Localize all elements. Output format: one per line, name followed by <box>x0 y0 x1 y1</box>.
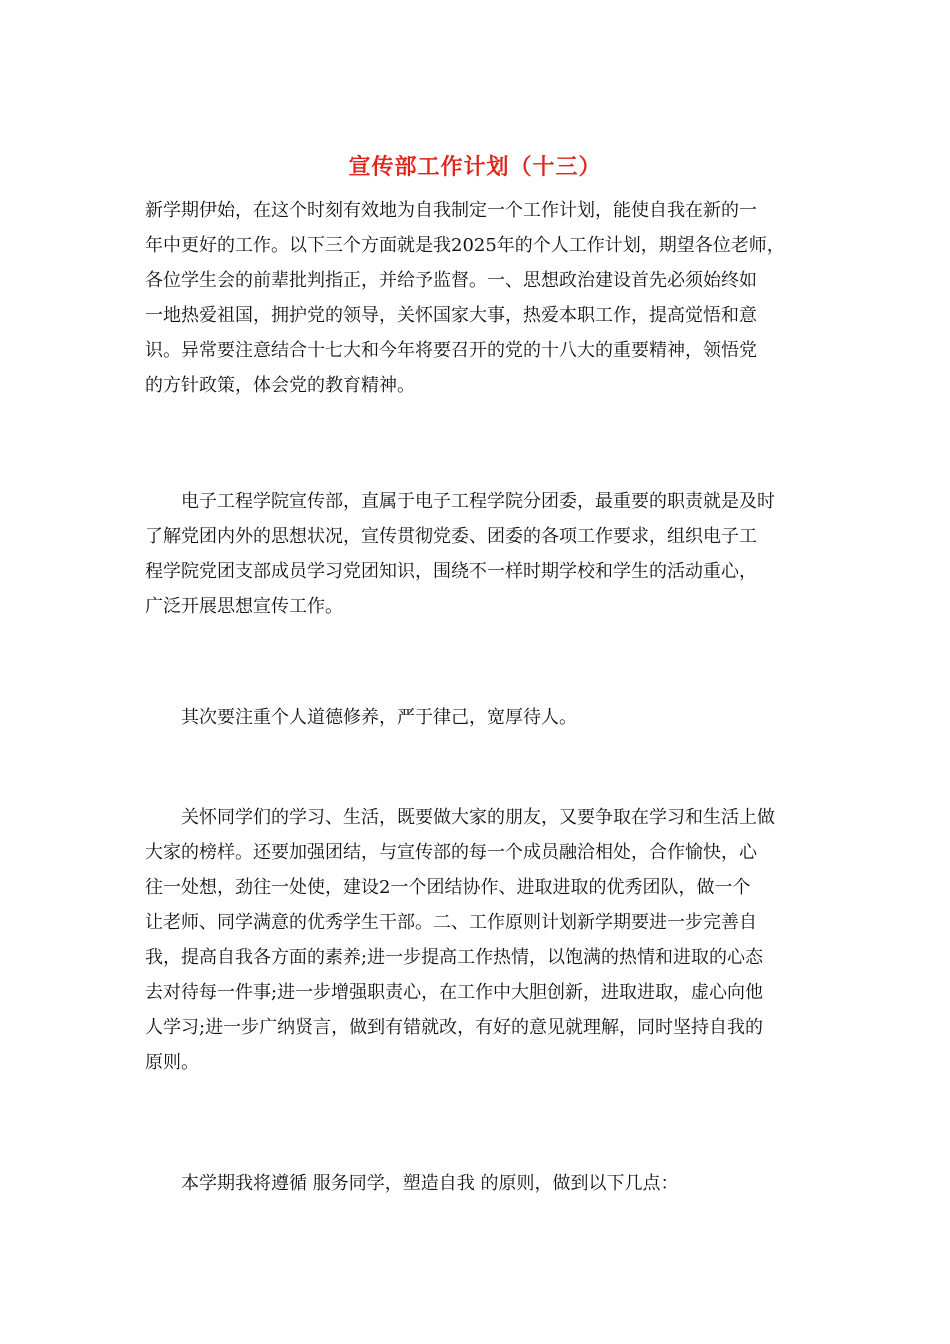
paragraph-line: 其次要注重个人道德修养，严于律己，宽厚待人。 <box>145 707 577 728</box>
paragraph-3 <box>145 700 810 735</box>
paragraph-line: 识。异常要注意结合十七大和今年将要召开的党的十八大的重要精神，领悟党 <box>145 340 757 361</box>
paragraph-line: 广泛开展思想宣传工作。 <box>145 596 343 617</box>
paragraph-line: 各位学生会的前辈批判指正，并给予监督。一、思想政治建设首先必须始终如 <box>145 270 757 291</box>
paragraph-line: 去对待每一件事;进一步增强职责心，在工作中大胆创新，进取进取，虚心向他 <box>145 982 764 1003</box>
paragraph-line: 本学期我将遵循 服务同学，塑造自我 的原则，做到以下几点： <box>145 1173 679 1194</box>
paragraph-5 <box>145 1166 810 1201</box>
paragraph-line: 我，提高自我各方面的素养;进一步提高工作热情，以饱满的热情和进取的心态 <box>145 947 764 968</box>
paragraph-line: 一地热爱祖国，拥护党的领导，关怀国家大事，热爱本职工作，提高觉悟和意 <box>145 305 757 326</box>
document-title: 宣传部工作计划（十三） <box>348 154 602 180</box>
paragraph-line: 大家的榜样。还要加强团结，与宣传部的每一个成员融洽相处，合作愉快，心 <box>145 842 757 863</box>
paragraph-4 <box>145 800 810 1080</box>
paragraph-line: 的方针政策，体会党的教育精神。 <box>145 375 415 396</box>
paragraph-line: 人学习;进一步广纳贤言，做到有错就改，有好的意见就理解，同时坚持自我的 <box>145 1017 764 1038</box>
paragraph-1 <box>145 193 810 403</box>
paragraph-line: 往一处想，劲往一处使，建设2一个团结协作、进取进取的优秀团队，做一个 <box>145 877 751 898</box>
paragraph-line: 了解党团内外的思想状况，宣传贯彻党委、团委的各项工作要求，组织电子工 <box>145 526 757 547</box>
paragraph-line: 年中更好的工作。以下三个方面就是我2025年的个人工作计划，期望各位老师， <box>145 235 785 256</box>
paragraph-line: 关怀同学们的学习、生活，既要做大家的朋友，又要争取在学习和生活上做 <box>145 807 775 828</box>
paragraph-line: 程学院党团支部成员学习党团知识，围绕不一样时期学校和学生的活动重心， <box>145 561 757 582</box>
paragraph-line: 电子工程学院宣传部，直属于电子工程学院分团委，最重要的职责就是及时 <box>145 491 775 512</box>
paragraph-line: 新学期伊始，在这个时刻有效地为自我制定一个工作计划，能使自我在新的一 <box>145 200 757 221</box>
paragraph-line: 原则。 <box>145 1052 199 1073</box>
paragraph-2 <box>145 484 810 624</box>
paragraph-line: 让老师、同学满意的优秀学生干部。二、工作原则计划新学期要进一步完善自 <box>145 912 757 933</box>
